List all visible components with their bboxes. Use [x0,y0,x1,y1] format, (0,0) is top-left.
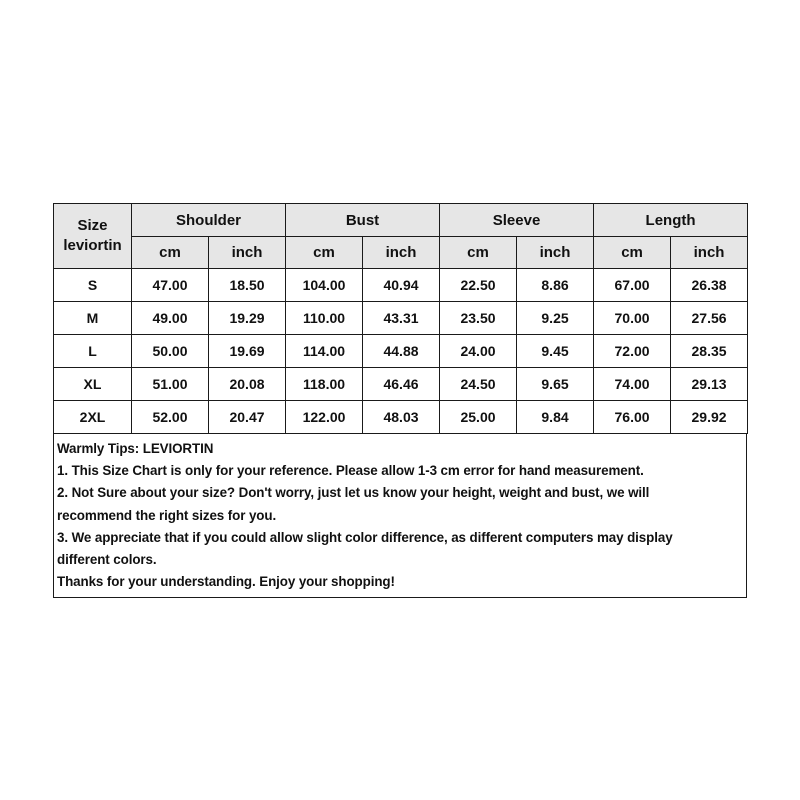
size-cell: 2XL [54,401,132,434]
value-cell: 19.69 [209,335,286,368]
tips-title: Warmly Tips: LEVIORTIN [57,441,214,456]
unit-header: inch [671,237,748,269]
size-cell: XL [54,368,132,401]
value-cell: 114.00 [286,335,363,368]
value-cell: 8.86 [517,269,594,302]
value-cell: 67.00 [594,269,671,302]
unit-header: inch [209,237,286,269]
value-cell: 18.50 [209,269,286,302]
value-cell: 49.00 [132,302,209,335]
size-cell: L [54,335,132,368]
value-cell: 22.50 [440,269,517,302]
size-cell: M [54,302,132,335]
tip-line: recommend the right sizes for you. [57,507,277,523]
value-cell: 48.03 [363,401,440,434]
size-cell: S [54,269,132,302]
value-cell: 9.25 [517,302,594,335]
unit-header: inch [363,237,440,269]
table-row [54,368,748,401]
value-cell: 9.45 [517,335,594,368]
value-cell: 20.08 [209,368,286,401]
value-cell: 47.00 [132,269,209,302]
value-cell: 19.29 [209,302,286,335]
value-cell: 44.88 [363,335,440,368]
size-column-header [54,204,132,269]
unit-header: inch [517,237,594,269]
value-cell: 76.00 [594,401,671,434]
value-cell: 43.31 [363,302,440,335]
value-cell: 27.56 [671,302,748,335]
value-cell: 46.46 [363,368,440,401]
table-row [54,335,748,368]
table-row [54,401,748,434]
tips-section [53,434,747,598]
value-cell: 9.84 [517,401,594,434]
value-cell: 104.00 [286,269,363,302]
value-cell: 29.92 [671,401,748,434]
group-header-shoulder: Shoulder [132,204,286,237]
value-cell: 110.00 [286,302,363,335]
tip-line: 2. Not Sure about your size? Don't worry, just let us know your height, weight and bust, we will [57,485,650,501]
group-header-length: Length [594,204,748,237]
value-cell: 118.00 [286,368,363,401]
value-cell: 74.00 [594,368,671,401]
unit-header: cm [132,237,209,269]
value-cell: 9.65 [517,368,594,401]
size-header-line1: Size [77,217,108,234]
value-cell: 25.00 [440,401,517,434]
value-cell: 50.00 [132,335,209,368]
table-row [54,302,748,335]
value-cell: 28.35 [671,335,748,368]
group-header-bust: Bust [286,204,440,237]
unit-header: cm [594,237,671,269]
table-row [54,269,748,302]
size-header-line2: leviortin [63,237,122,254]
value-cell: 29.13 [671,368,748,401]
value-cell: 40.94 [363,269,440,302]
tips-closing: Thanks for your understanding. Enjoy your shopping! [57,574,395,590]
value-cell: 122.00 [286,401,363,434]
unit-header: cm [440,237,517,269]
tip-line: 3. We appreciate that if you could allow slight color difference, as different computers may display [57,529,673,545]
tip-line: 1. This Size Chart is only for your reference. Please allow 1-3 cm error for hand measurement. [57,463,644,479]
value-cell: 26.38 [671,269,748,302]
tip-line: different colors. [57,552,157,568]
unit-header: cm [286,237,363,269]
value-cell: 24.50 [440,368,517,401]
value-cell: 52.00 [132,401,209,434]
value-cell: 72.00 [594,335,671,368]
group-header-sleeve: Sleeve [440,204,594,237]
value-cell: 24.00 [440,335,517,368]
size-chart [53,203,747,598]
size-table [53,203,748,434]
value-cell: 23.50 [440,302,517,335]
value-cell: 20.47 [209,401,286,434]
value-cell: 51.00 [132,368,209,401]
value-cell: 70.00 [594,302,671,335]
